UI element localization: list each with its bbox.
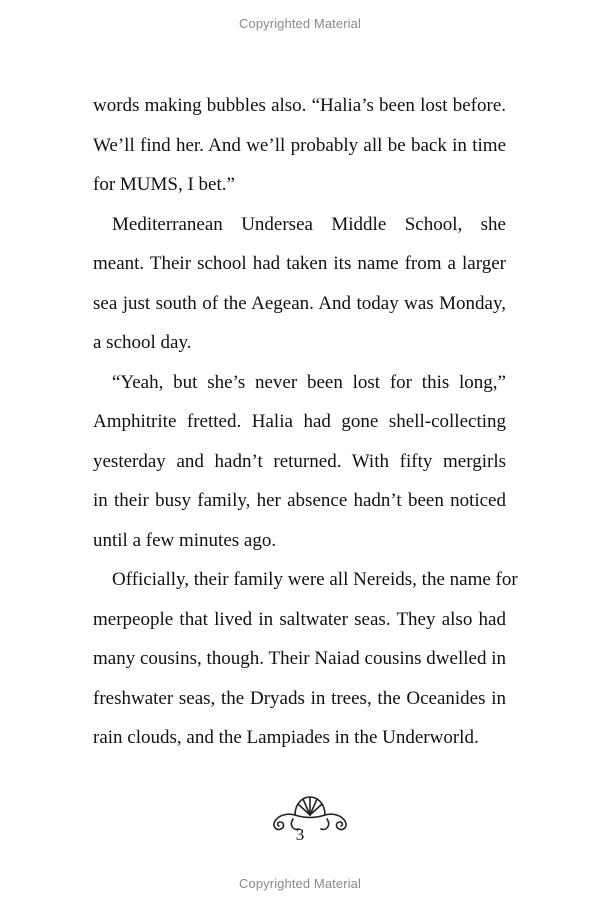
text-line: sea just south of the Aegean. And today was Monday, <box>93 292 506 314</box>
text-line: a school day. <box>93 332 192 353</box>
copyright-watermark-top: Copyrighted Material <box>239 16 361 31</box>
text-line: rain clouds, and the Lampiades in the Underworld. <box>93 727 479 748</box>
text-line: meant. Their school had taken its name from a larger <box>93 253 506 274</box>
text-line: yesterday and hadn’t returned. With fifty mergirls <box>93 450 506 472</box>
text-line: “Yeah, but she’s never been lost for this long,” <box>93 371 506 393</box>
body-text <box>93 86 518 758</box>
text-line: many cousins, though. Their Naiad cousins dwelled in <box>93 648 506 669</box>
text-line: for MUMS, I bet.” <box>93 174 235 195</box>
text-line: merpeople that lived in saltwater seas. They also had <box>93 608 506 630</box>
copyright-watermark-bottom: Copyrighted Material <box>239 876 361 891</box>
page-number: 3 <box>295 825 305 844</box>
text-line: until a few minutes ago. <box>93 529 277 551</box>
text-line: in their busy family, her absence hadn’t been noticed <box>93 490 506 511</box>
text-line: Mediterranean Undersea Middle School, she <box>93 213 506 235</box>
text-line: Officially, their family were all Nereids, the name for <box>93 569 518 590</box>
text-line: words making bubbles also. “Halia’s been lost before. <box>93 95 506 116</box>
text-line: We’ll find her. And we’ll probably all be back in time <box>93 134 506 156</box>
text-line: freshwater seas, the Dryads in trees, the Oceanides in <box>93 687 506 709</box>
text-line: Amphitrite fretted. Halia had gone shell-collecting <box>93 411 506 432</box>
